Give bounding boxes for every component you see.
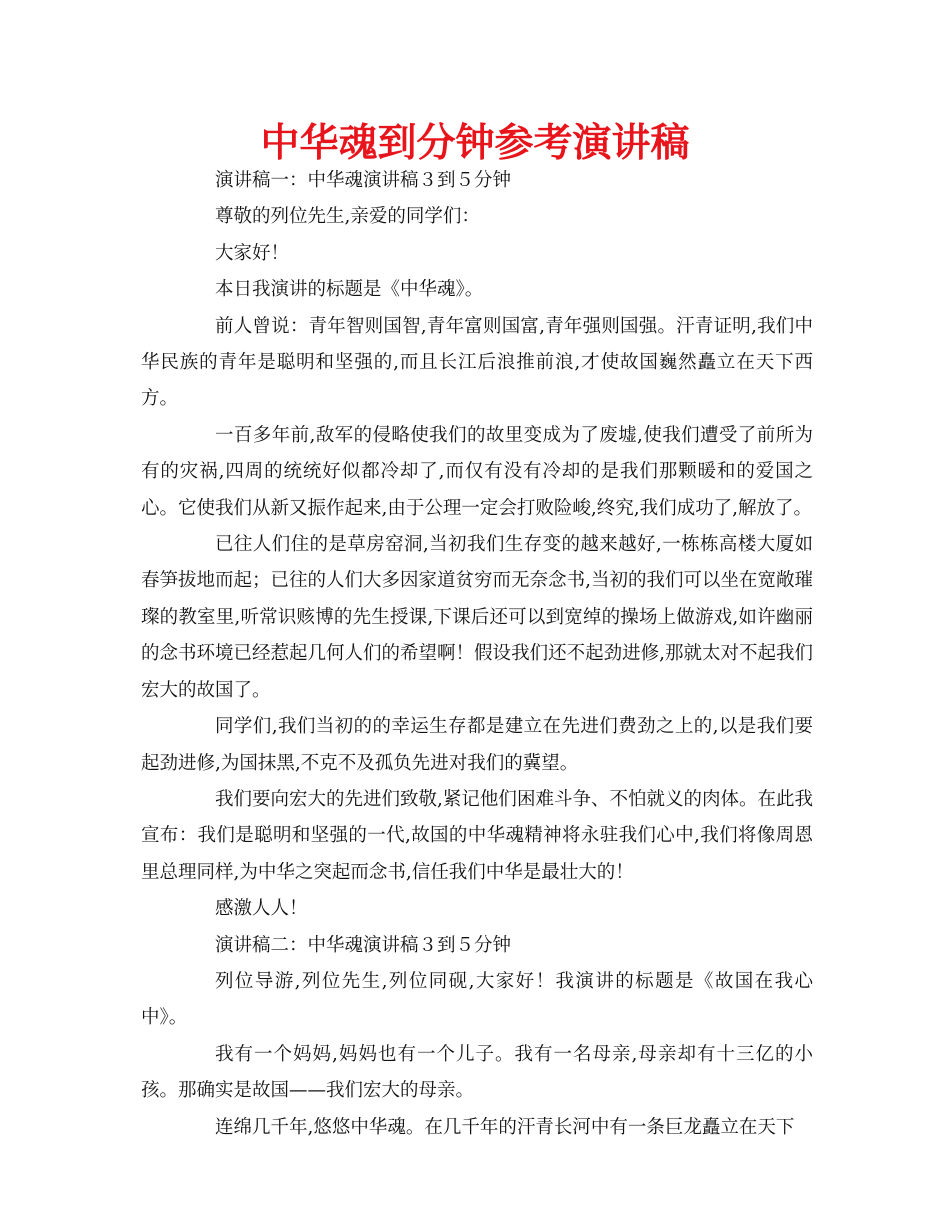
paragraph: 我们要向宏大的先进们致敬,紧记他们困难斗争、不怕就义的肉体。在此我宣布：我们是聪明和坚强的一代,故国的中华魂精神将永驻我们心中,我们将像周恩里总理同样,为中华之突起而念书,信任我们中华是最壮大的！ [141, 788, 813, 883]
paragraph: 一百多年前,敌军的侵略使我们的故里变成为了废墟,使我们遭受了前所为有的灾祸,四周的统统好似都冷却了,而仅有没有冷却的是我们那颗暖和的爱国之心。它使我们从新又振作起来,由于公理一定会打败险峻,终究,我们成功了,解放了。 [141, 424, 813, 519]
paragraph: 列位导游,列位先生,列位同砚,大家好！我演讲的标题是《故国在我心中》。 [141, 970, 813, 1029]
paragraph: 尊敬的列位先生,亲爱的同学们： [215, 206, 480, 228]
paragraph: 演讲稿二：中华魂演讲稿３到５分钟 [215, 934, 512, 956]
paragraph: 本日我演讲的标题是《中华魂》。 [215, 279, 484, 301]
paragraph: 已往人们住的是草房窑洞,当初我们生存变的越来越好,一栋栋高楼大厦如春笋拔地而起；已往的人们大多因家道贫穷而无奈念书,当初的我们可以坐在宽敞璀璨的教室里,听常识赅博的先生授课,下课后还可以到宽绰的操场上做游戏,如许幽丽的念书环境已经惹起几何人们的希望啊！假设我们还不起劲进修,那就太对不起我们宏大的故国了。 [141, 534, 813, 701]
paragraph: 感激人人！ [215, 898, 308, 920]
paragraph: 大家好！ [215, 242, 290, 264]
paragraph: 连绵几千年,悠悠中华魂。在几千年的汗青长河中有一条巨龙矗立在天下 [215, 1116, 795, 1138]
document-body [141, 163, 813, 1146]
paragraph: 前人曾说：青年智则国智,青年富则国富,青年强则国强。汗青证明,我们中华民族的青年是聪明和坚强的,而且长江后浪推前浪,才使故国巍然矗立在天下西方。 [141, 315, 813, 410]
paragraph: 演讲稿一：中华魂演讲稿３到５分钟 [215, 170, 512, 191]
paragraph: 同学们,我们当初的的幸运生存都是建立在先进们费劲之上的,以是我们要起劲进修,为国抹黑,不克不及孤负先进对我们的冀望。 [141, 716, 813, 774]
paragraph: 我有一个妈妈,妈妈也有一个儿子。我有一名母亲,母亲却有十三亿的小孩。那确实是故国——我们宏大的母亲。 [141, 1043, 813, 1102]
document-title: 中华魂到分钟参考演讲稿 [260, 121, 690, 166]
